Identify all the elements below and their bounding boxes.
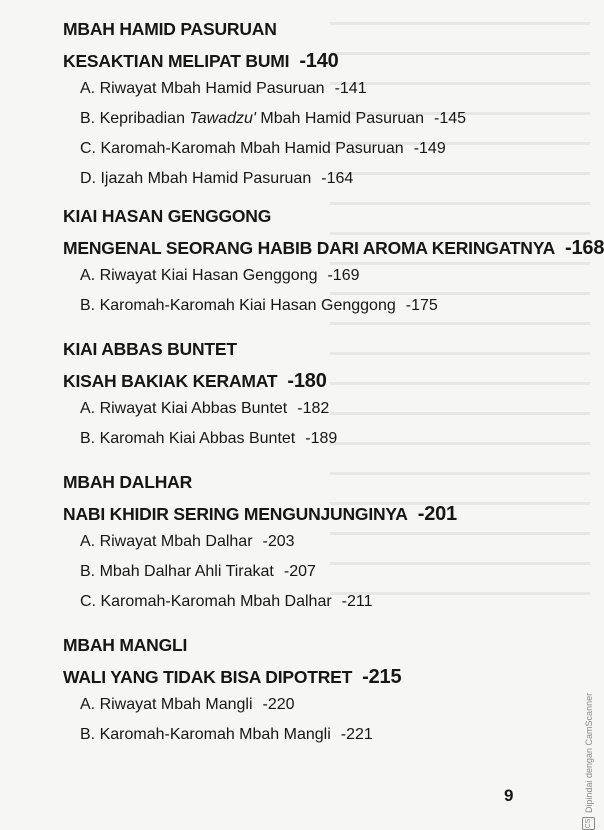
toc-item: B. Karomah Kiai Abbas Buntet -189	[80, 430, 338, 447]
watermark-text: Dipindai dengan CamScanner	[584, 692, 594, 813]
section-title: MBAH HAMID PASURUAN	[63, 19, 277, 39]
chapter-page: -201	[417, 503, 457, 525]
toc-page: -164	[321, 170, 354, 187]
toc-page: -211	[341, 593, 373, 610]
toc-item: C. Karomah-Karomah Mbah Hamid Pasuruan -149	[80, 140, 446, 157]
toc-item: B. Karomah-Karomah Kiai Hasan Genggong -175	[80, 297, 438, 314]
toc-item: A. Riwayat Mbah Mangli -220	[80, 696, 295, 713]
toc-item: A. Riwayat Mbah Dalhar -203	[80, 533, 295, 550]
toc-page: -221	[340, 726, 373, 743]
chapter-title: MENGENAL SEORANG HABIB DARI AROMA KERINGATNYA -168	[63, 237, 604, 259]
section-title: KIAI HASAN GENGGONG	[63, 206, 272, 226]
section-title: MBAH MANGLI	[63, 635, 188, 655]
toc-item: B. Mbah Dalhar Ahli Tirakat -207	[80, 563, 316, 580]
chapter-page: -140	[299, 50, 339, 72]
toc-item: B. Karomah-Karomah Mbah Mangli -221	[80, 726, 373, 743]
chapter-title: WALI YANG TIDAK BISA DIPOTRET -215	[63, 666, 402, 688]
chapter-page: -168	[565, 237, 604, 259]
chapter-title: KISAH BAKIAK KERAMAT -180	[63, 370, 327, 392]
toc-item: A. Riwayat Mbah Hamid Pasuruan -141	[80, 80, 367, 97]
toc-item: A. Riwayat Kiai Hasan Genggong -169	[80, 267, 360, 284]
chapter-page: -180	[287, 370, 327, 392]
chapter-page: -215	[362, 666, 402, 688]
toc-section	[63, 338, 337, 451]
toc-list	[63, 263, 604, 318]
toc-page: -189	[305, 430, 338, 447]
toc-page: -207	[283, 563, 316, 580]
toc-section	[63, 18, 466, 191]
toc-page: -175	[405, 297, 438, 314]
toc-page: -141	[334, 80, 367, 97]
toc-list	[63, 396, 337, 451]
toc-page: -149	[413, 140, 446, 157]
section-title: KIAI ABBAS BUNTET	[63, 339, 237, 359]
toc-page: -182	[297, 400, 330, 417]
toc-section	[63, 634, 401, 747]
toc-item: D. Ijazah Mbah Hamid Pasuruan -164	[80, 170, 354, 187]
chapter-title: NABI KHIDIR SERING MENGUNJUNGINYA -201	[63, 503, 457, 525]
toc-item: A. Riwayat Kiai Abbas Buntet -182	[80, 400, 330, 417]
chapter-title: KESAKTIAN MELIPAT BUMI -140	[63, 50, 339, 72]
toc-list	[63, 76, 466, 191]
toc-page: -220	[262, 696, 295, 713]
toc-page: -203	[262, 533, 295, 550]
toc-list	[63, 529, 457, 614]
toc-section	[63, 205, 604, 318]
toc-page: -169	[327, 267, 360, 284]
page-number: 9	[504, 786, 514, 805]
scanner-watermark	[581, 690, 597, 830]
toc-list	[63, 692, 401, 747]
toc-page: -145	[434, 110, 467, 127]
toc-item: C. Karomah-Karomah Mbah Dalhar -211	[80, 593, 373, 610]
toc-section	[63, 471, 457, 614]
camscanner-logo-icon: CS	[583, 817, 596, 830]
section-title: MBAH DALHAR	[63, 472, 193, 492]
toc-item: B. Kepribadian Tawadzu' Mbah Hamid Pasuruan -145	[80, 110, 467, 127]
